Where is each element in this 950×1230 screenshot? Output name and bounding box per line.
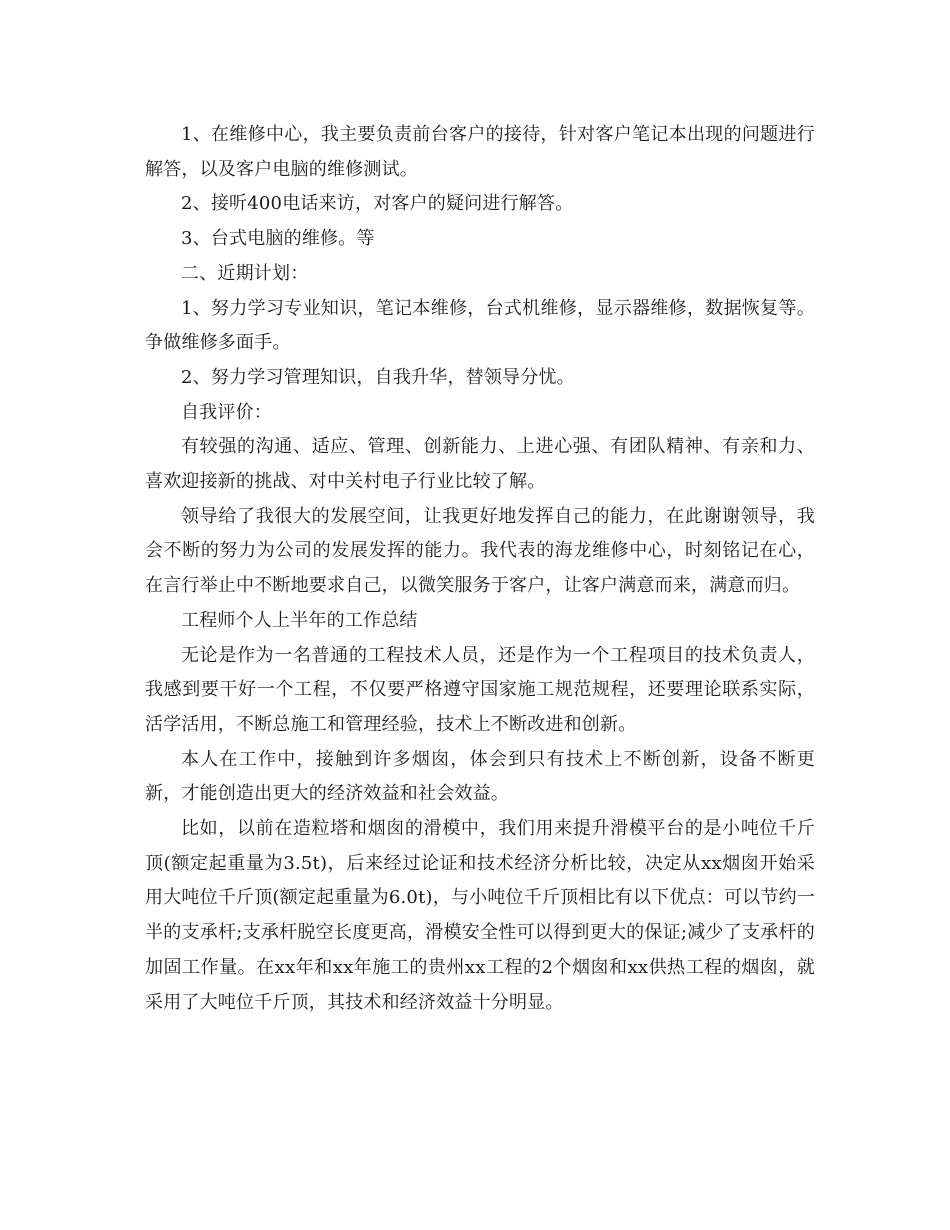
- paragraph-2: 2、接听400电话来访，对客户的疑问进行解答。: [181, 193, 574, 215]
- paragraph-12: 本人在工作中，接触到许多烟囱，体会到只有技术上不断创新，设备不断更新，才能创造出更大的经济效益和社会效益。: [145, 748, 815, 805]
- section-heading-summary: 工程师个人上半年的工作总结: [181, 609, 418, 631]
- paragraph-5: 1、努力学习专业知识，笔记本维修，台式机维修，显示器维修，数据恢复等。争做维修多面手。: [145, 297, 815, 354]
- section-heading-self-evaluation: 自我评价：: [181, 401, 272, 423]
- section-heading-plan: 二、近期计划：: [181, 262, 309, 284]
- document-body: [145, 118, 815, 1020]
- paragraph-1: 1、在维修中心，我主要负责前台客户的接待，针对客户笔记本出现的问题进行解答，以及客户电脑的维修测试。: [145, 124, 815, 180]
- paragraph-6: 2、努力学习管理知识，自我升华，替领导分忧。: [181, 366, 575, 388]
- paragraph-11: 无论是作为一名普通的工程技术人员，还是作为一个工程项目的技术负责人，我感到要干好一个工程，不仅要严格遵守国家施工规范规程，还要理论联系实际，活学活用，不断总施工和管理经验，技术上不断改进和创新。: [145, 644, 815, 735]
- paragraph-8: 有较强的沟通、适应、管理、创新能力、上进心强、有团队精神、有亲和力、喜欢迎接新的挑战、对中关村电子行业比较了解。: [145, 436, 815, 493]
- paragraph-13: 比如，以前在造粒塔和烟囱的滑模中，我们用来提升滑模平台的是小吨位千斤顶(额定起重量为3.5t)，后来经过论证和技术经济分析比较，决定从xx烟囱开始采用大吨位千斤顶(额定起重量为6.0t)，与小吨位千斤顶相比有以下优点：可以节约一半的支承杆;支承杆脱空长度更高，滑模安全性可以得到更大的保证;减少了支承杆的加固工作量。在xx年和xx年施工的贵州xx工程的2个烟囱和xx供热工程的烟囱，就采用了大吨位千斤顶，其技术和经济效益十分明显。: [145, 818, 815, 1013]
- paragraph-9: 领导给了我很大的发展空间，让我更好地发挥自己的能力，在此谢谢领导，我会不断的努力为公司的发展发挥的能力。我代表的海龙维修中心，时刻铭记在心，在言行举止中不断地要求自己，以微笑服务于客户，让客户满意而来，满意而归。: [145, 505, 815, 597]
- paragraph-3: 3、台式电脑的维修。等: [181, 228, 375, 250]
